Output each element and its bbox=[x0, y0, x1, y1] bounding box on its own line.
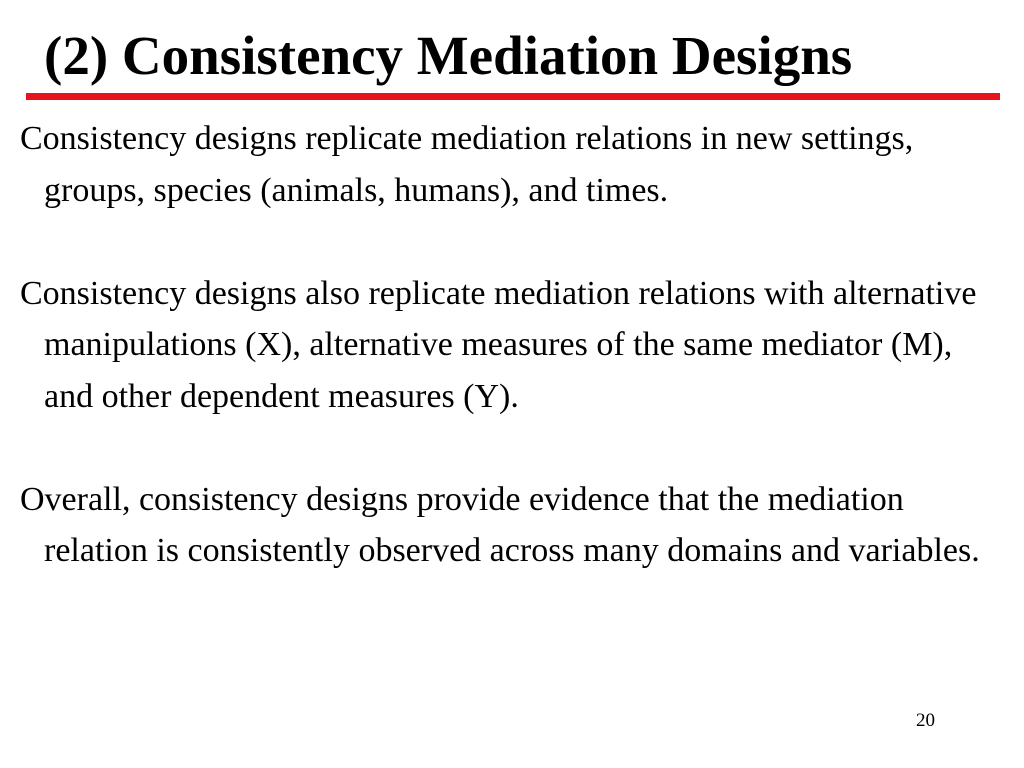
title-underline bbox=[26, 93, 1000, 100]
slide-title: (2) Consistency Mediation Designs bbox=[44, 25, 853, 86]
slide-body bbox=[20, 113, 1004, 577]
page-number: 20 bbox=[916, 710, 935, 731]
paragraph-overall-evidence: Overall, consistency designs provide evidence that the mediation relation is consistently observed across many domains and variables. bbox=[20, 480, 980, 569]
paragraph-consistency-designs: Consistency designs replicate mediation relations in new settings, groups, species (animals, humans), and times. bbox=[20, 120, 914, 209]
paragraph-alternative-measures: Consistency designs also replicate mediation relations with alternative manipulations (X), alternative measures of the same mediator (M), and other dependent measures (Y). bbox=[20, 274, 977, 415]
